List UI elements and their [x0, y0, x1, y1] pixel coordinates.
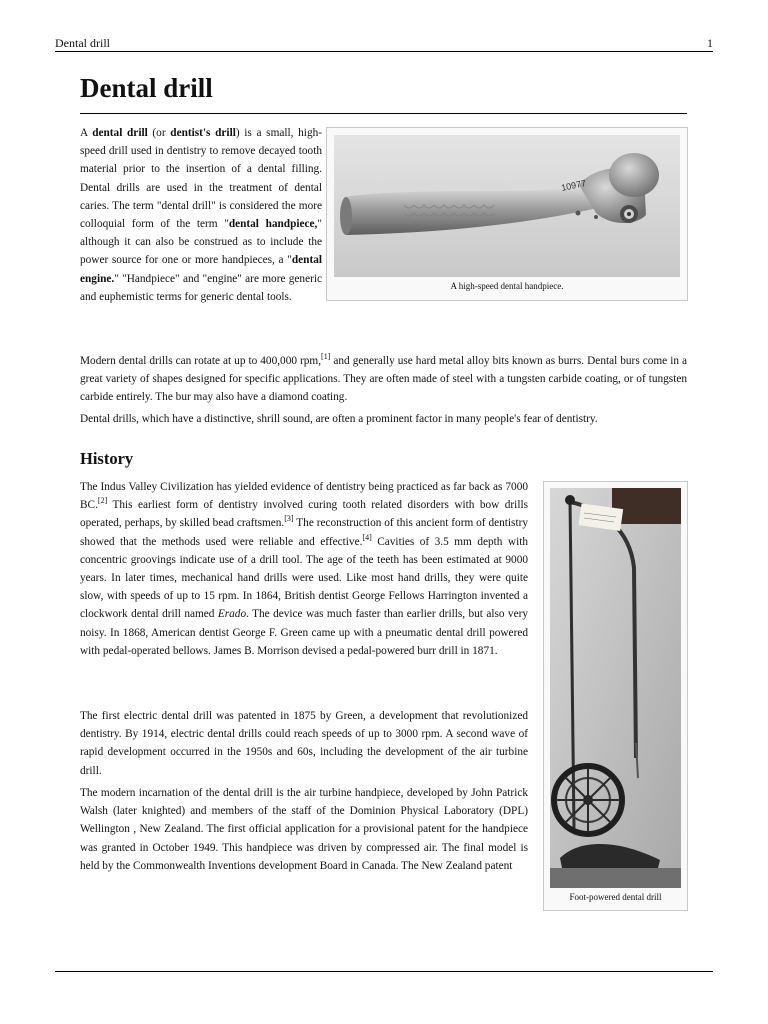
intro-paragraph-2: Modern dental drills can rotate at up to 400,000 rpm,[1] and generally use hard metal alloy bits known as burrs. Dental burs come in a great variety of shapes designed for specific applications. They are often made of steel with a tungsten carbide coating, or of tungsten carbide entirely. The bur may also have a diamond coating. [80, 352, 688, 404]
figure-caption-foot-drill: Foot-powered dental drill [569, 892, 662, 902]
figure-foot-drill [543, 481, 688, 911]
intro-paragraph-1: A dental drill (or dentist's drill) is a small, high-speed drill used in dentistry to remove decayed tooth material prior to the insertion of a dental filling. Dental drills are used in the treatment of dental caries. The term "dental drill" is considered the more colloquial form of the term "dental handpiece," although it can also be construed as to include the power source for one or more handpieces, a "dental engine." "Handpiece" and "engine" are more generic and euphemistic terms for generic dental tools. [80, 127, 322, 303]
running-header [55, 34, 713, 52]
foot-drill-photo [550, 488, 681, 888]
history-paragraph-3: The modern incarnation of the dental drill is the air turbine handpiece, developed by John Patrick Walsh (later knighted) and members of the staff of the Dominion Physical Laboratory (DPL) Wellington , New Zealand. The first official application for a provisional patent for the handpiece was granted in October 1949. This handpiece was driven by compressed air. The final model is held by the Commonwealth Inventions development Board in Canada. The New Zealand patent [80, 787, 528, 872]
footer-divider [55, 971, 713, 972]
erado-name: Erado [217, 608, 247, 621]
page-number: 1 [707, 36, 713, 50]
citation-3[interactable]: [3] [284, 514, 294, 524]
history-paragraph-2: The first electric dental drill was patented in 1875 by Green, a development that revolutionized dentistry. By 1914, electric dental drills could reach speeds of up to 3000 rpm. A second wave of rapid development occurred in the 1950s and 60s, including the development of the air turbine drill. [80, 710, 528, 777]
history-paragraph-1: The Indus Valley Civilization has yielded evidence of dentistry being practiced as far back as 7000 BC.[2] This earliest form of dentistry involved curing tooth related disorders with bow drills operated, perhaps, by skilled bead craftsmen.[3] The reconstruction of this ancient form of dentistry showed that the methods used were reliable and effective.[4] Cavities of 3.5 mm depth with concentric groovings indicate use of a drill tool. The age of the teeth has been estimated at 9000 years. In later times, mechanical hand drills were used. Like most hand drills, they were quite slow, with speeds of up to 15 rpm. In 1864, British dentist George Fellows Harrington invented a clockwork dental drill named Erado. The device was much faster than earlier drills, but also very noisy. In 1868, American dentist George F. Green came up with a pneumatic dental drill powered with pedal-operated bellows. James B. Morrison devised a pedal-powered burr drill in 1871. [80, 481, 528, 657]
handpiece-engraving: 10977 [560, 177, 587, 193]
running-title: Dental drill [55, 36, 110, 50]
figure-caption-handpiece: A high-speed dental handpiece. [450, 281, 564, 291]
section-heading-history: History [80, 449, 134, 468]
citation-2[interactable]: [2] [97, 496, 108, 506]
citation-1[interactable]: [1] [321, 352, 331, 362]
citation-4[interactable]: [4] [362, 532, 372, 542]
handpiece-photo [334, 135, 680, 277]
intro-paragraph-3: Dental drills, which have a distinctive, shrill sound, are often a prominent factor in many people's fear of dentistry. [80, 413, 598, 425]
page-title: Dental drill [80, 70, 687, 114]
figure-handpiece [326, 127, 688, 301]
